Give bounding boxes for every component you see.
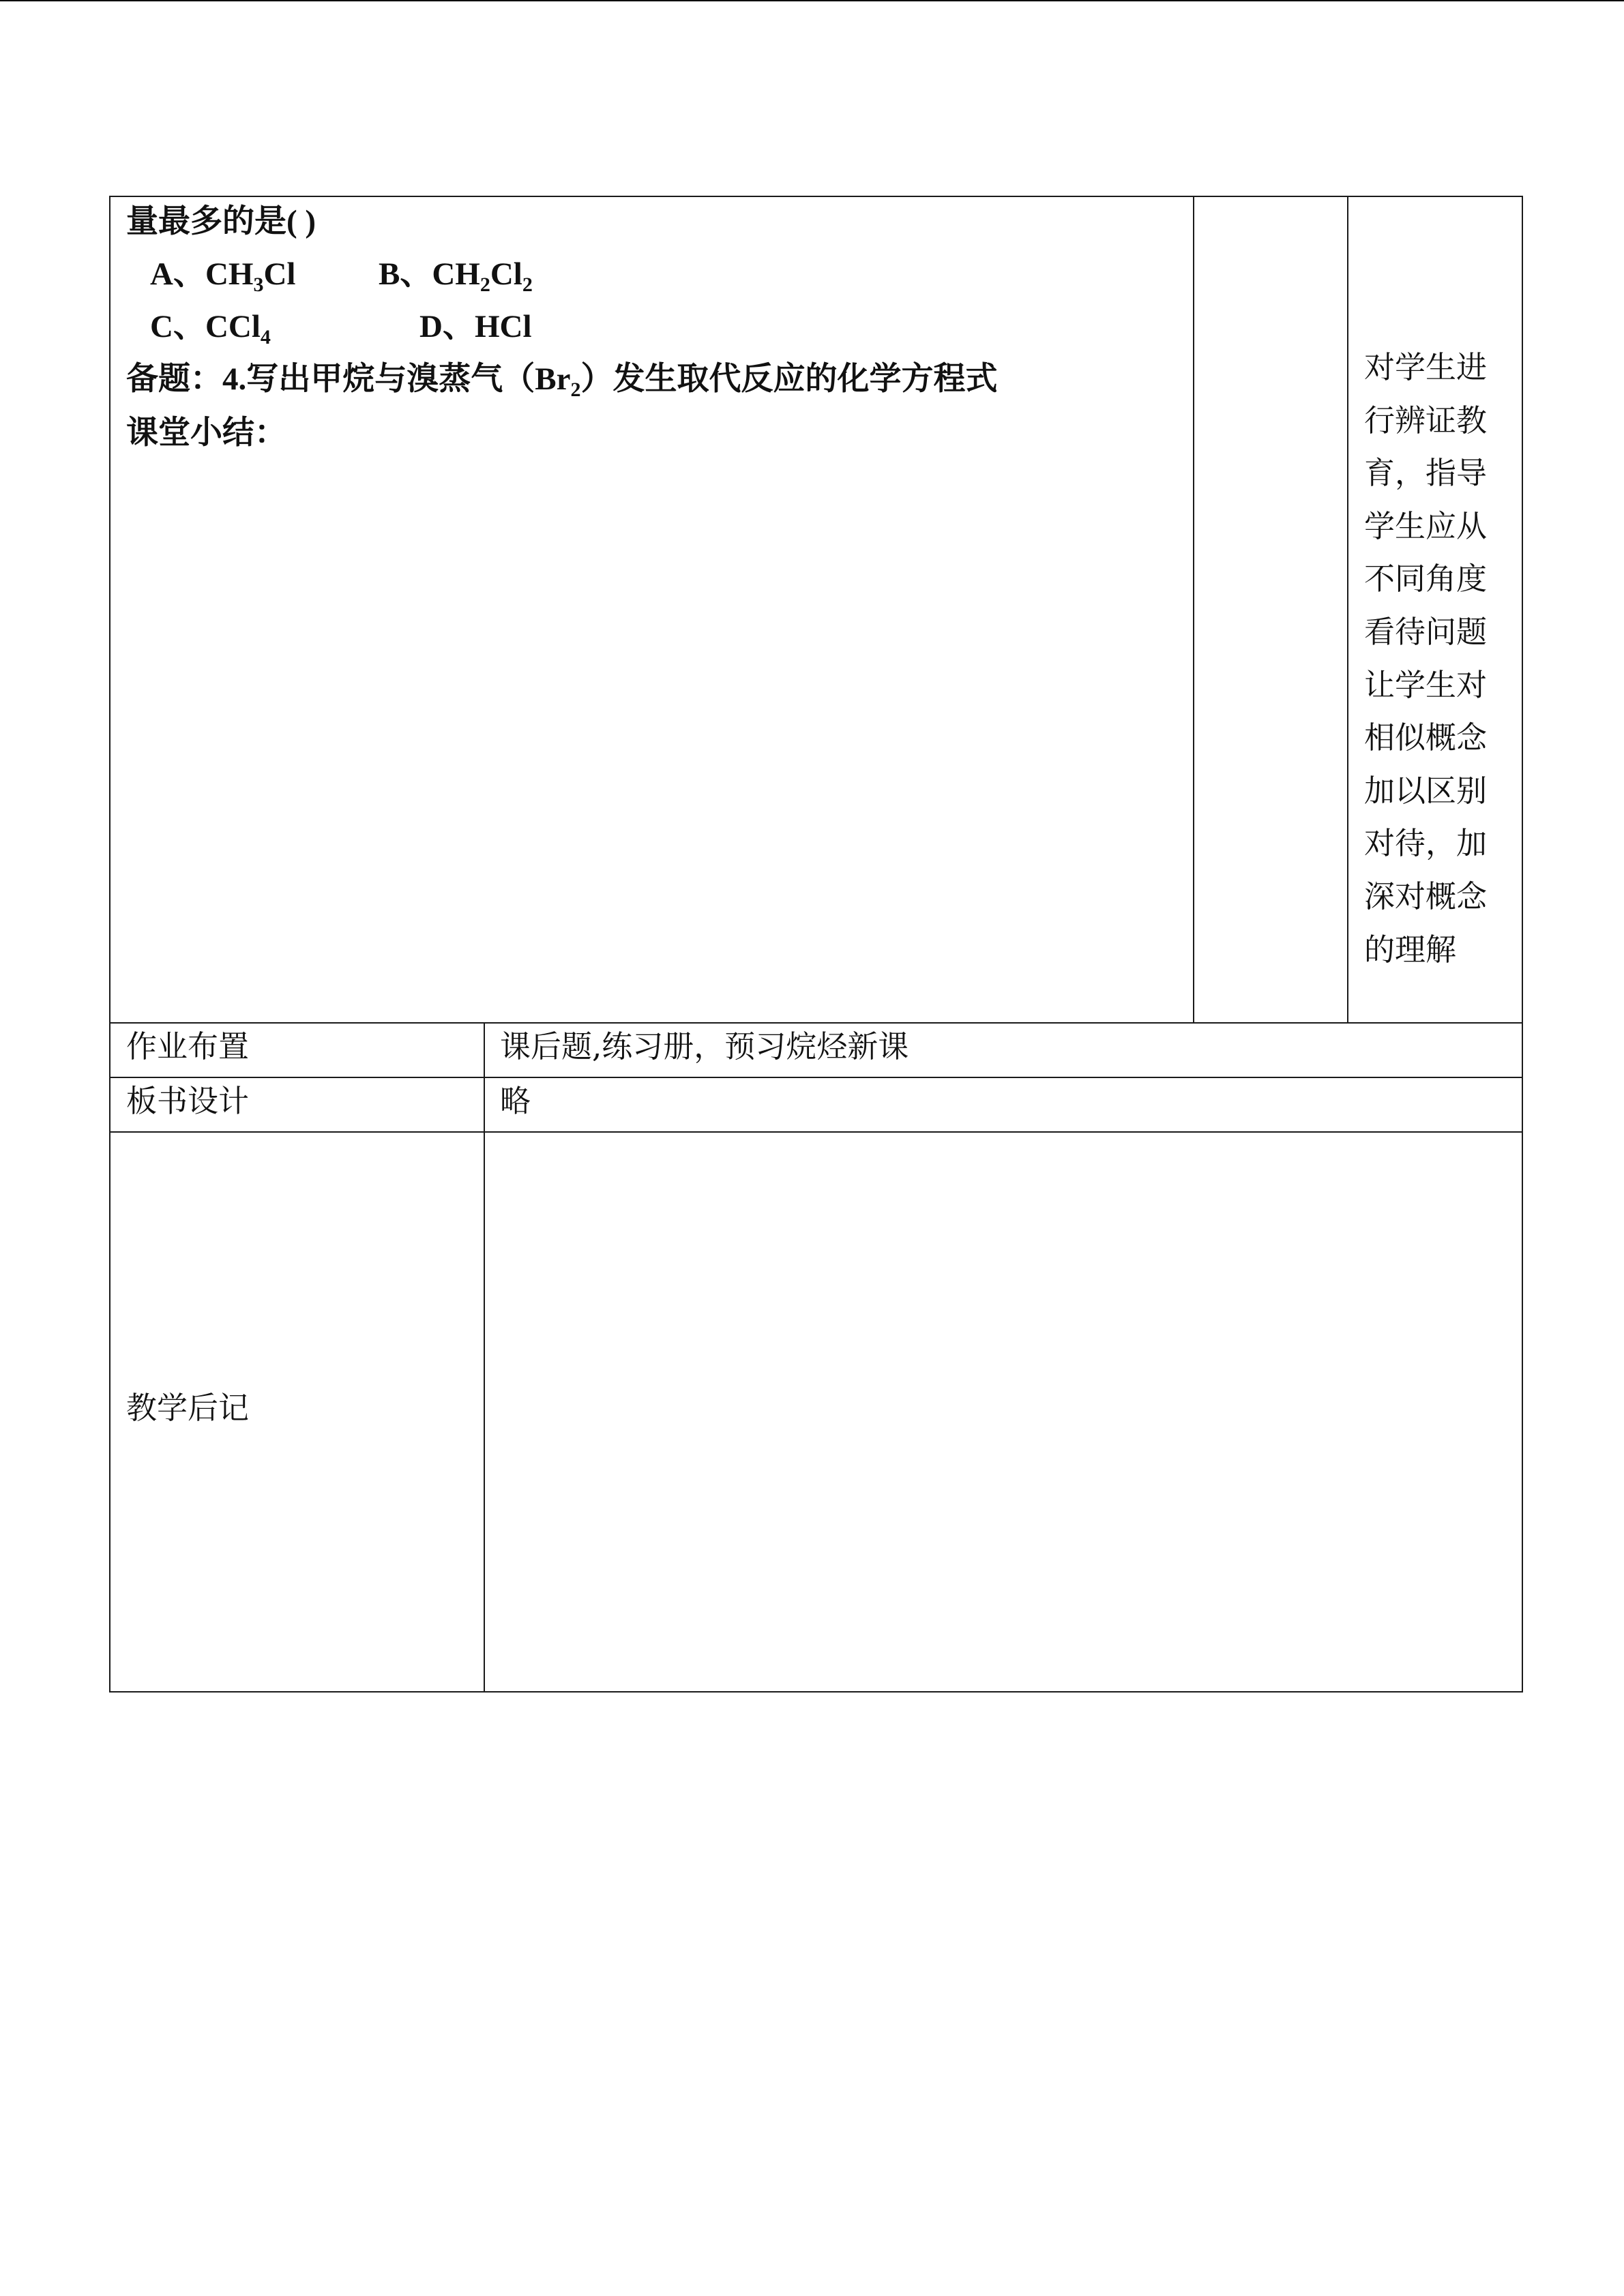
option-d-letter: D、 bbox=[419, 309, 475, 344]
teaching-note-line: 加以区别 bbox=[1364, 772, 1488, 809]
option-b-letter: B、 bbox=[379, 256, 432, 292]
summary-label: 课堂小结： bbox=[126, 415, 286, 451]
table-right-border bbox=[1522, 196, 1523, 1693]
teaching-note-line: 让学生对 bbox=[1364, 666, 1488, 703]
table-row-divider bbox=[109, 1077, 1523, 1078]
board-design-label: 板书设计 bbox=[126, 1083, 250, 1119]
option-c-letter: C、 bbox=[150, 309, 205, 344]
label-column-divider bbox=[484, 1022, 485, 1693]
homework-label: 作业布置 bbox=[126, 1028, 250, 1064]
board-design-value: 略 bbox=[500, 1083, 531, 1119]
teaching-note-line: 学生应从 bbox=[1364, 507, 1488, 544]
extra-question: 备题：4.写出甲烷与溴蒸气$(Br_2)$发生取代反应的化学方程式 bbox=[126, 361, 998, 401]
table-left-border bbox=[109, 196, 110, 1693]
teaching-note-line: 不同角度 bbox=[1364, 561, 1488, 597]
reflection-label: 教学后记 bbox=[126, 1390, 250, 1426]
page-top-border bbox=[0, 0, 1624, 1]
table-top-border bbox=[109, 196, 1523, 197]
option-a-formula: $CH_3Cl$ bbox=[205, 256, 296, 296]
teaching-note-line: 行辨证教 bbox=[1364, 402, 1488, 438]
question-stem bbox=[126, 206, 316, 238]
option-b bbox=[379, 256, 533, 296]
option-c-formula: CCl$_4$ bbox=[205, 309, 271, 348]
teaching-note-line: 对学生进 bbox=[1364, 349, 1488, 385]
option-b-formula: $CH_2Cl_2$ bbox=[432, 256, 533, 296]
teaching-note-line: 的理解 bbox=[1364, 931, 1457, 968]
option-a-letter: A、 bbox=[150, 256, 205, 292]
homework-value: 课后题,练习册，预习烷烃新课 bbox=[500, 1028, 909, 1064]
table-row-divider bbox=[109, 1131, 1523, 1133]
question-stem-text: 量最多的是( ) bbox=[126, 204, 316, 239]
option-c bbox=[150, 309, 271, 348]
column-divider bbox=[1193, 196, 1194, 1024]
column-divider bbox=[1347, 196, 1348, 1024]
teaching-note bbox=[1364, 341, 1507, 976]
teaching-note-line: 育，指导 bbox=[1364, 455, 1488, 492]
table-row-divider bbox=[109, 1022, 1523, 1024]
option-a bbox=[150, 256, 296, 296]
option-d bbox=[419, 311, 532, 343]
teaching-note-line: 深对概念 bbox=[1364, 878, 1488, 914]
teaching-note-line: 看待问题 bbox=[1364, 613, 1488, 650]
teaching-note-line: 对待，加 bbox=[1364, 825, 1488, 862]
table-bottom-border bbox=[109, 1691, 1523, 1693]
teaching-note-line: 相似概念 bbox=[1364, 719, 1488, 756]
option-d-formula: HCl bbox=[474, 309, 532, 344]
